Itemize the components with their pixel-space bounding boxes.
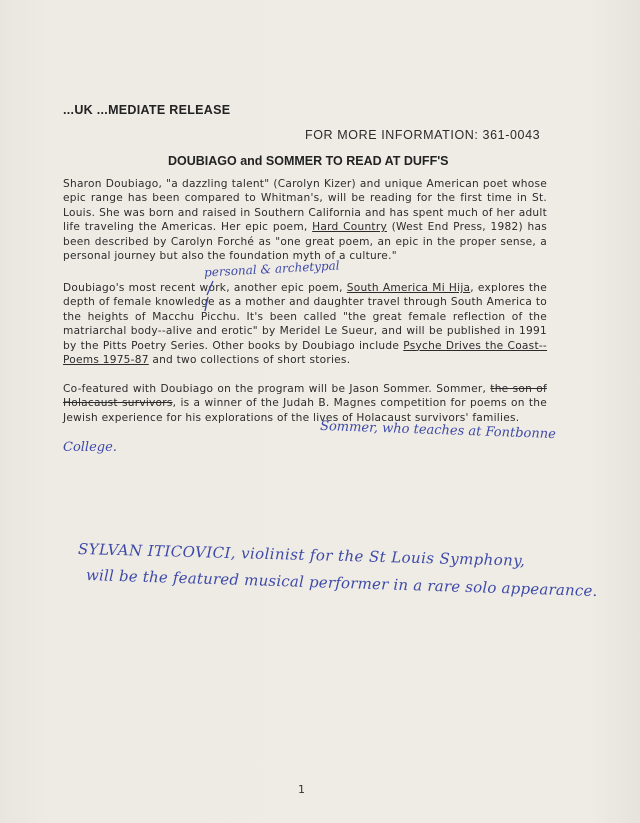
insertion-caret-icon <box>205 280 217 296</box>
book-title-south-america: South America Mi Hija <box>346 282 471 294</box>
paragraph-text: , is a winner of the Judah B. Magnes competition for poems on the Jewish experience for his explorations of the lives of Holacaust survivors' families. <box>63 397 547 424</box>
book-title-hard-country: Hard Country <box>312 221 387 234</box>
paragraph-sommer <box>63 382 547 425</box>
paragraph-text: Co-featured with Doubiago on the program will be Jason Sommer. Sommer, <box>63 383 491 395</box>
insertion-caret-icon <box>201 296 213 312</box>
paragraph-text: Sharon Doubiago, "a dazzling talent" (Carolyn Kizer) and unique American poet whose epic range has been compared to Whitman's, will be reading for the first time in St. Louis. She was born and raised in Southern California and has spent much of her adult life traveling the Americas. Her epic poem, <box>63 178 547 234</box>
handwritten-note-performer: will be the featured musical performer in a rare solo appearance. <box>85 566 598 601</box>
handwritten-note-college: College. <box>63 440 117 455</box>
more-information-line: FOR MORE INFORMATION: 361-0043 <box>305 128 541 142</box>
paragraph-text: , explores the depth of female knowledge as a mother and daughter travel through South America to the heights of Macchu Picchu. It's been called "the great female reflection of the matriarchal body--alive and erotic" by Meridel Le Sueur, and will be published in 1991 by the Pitts Poetry Series. Other books by Doubiago include <box>63 282 547 352</box>
headline: DOUBIAGO and SOMMER TO READ AT DUFF'S <box>168 154 449 168</box>
page-number: 1 <box>298 783 305 796</box>
paragraph-text: and two collections of short stories. <box>148 354 351 367</box>
paragraph-text: (West End Press, 1982) has been described by Carolyn Forché as "one great poem, an epic in the proper sense, a personal journey but also the foundation myth of a culture." <box>63 221 547 263</box>
handwritten-note-violinist: SYLVAN ITICOVICI, violinist for the St Louis Symphony, <box>77 540 526 570</box>
paragraph-text: Doubiago's most recent work, another epic poem, <box>63 282 347 294</box>
release-label: ...UK ...MEDIATE RELEASE <box>63 103 231 117</box>
struck-out-text: the son of Holacaust survivors <box>63 383 547 410</box>
paragraph-doubiago-intro <box>63 177 547 263</box>
paragraph-doubiago-recent-work <box>63 281 547 367</box>
book-title-psyche-drives: Psyche Drives the Coast--Poems 1975-87 <box>63 339 547 367</box>
handwritten-insertion: personal & archetypal <box>203 258 340 280</box>
handwritten-note-sommer: Sommer, who teaches at Fontbonne <box>319 418 557 443</box>
